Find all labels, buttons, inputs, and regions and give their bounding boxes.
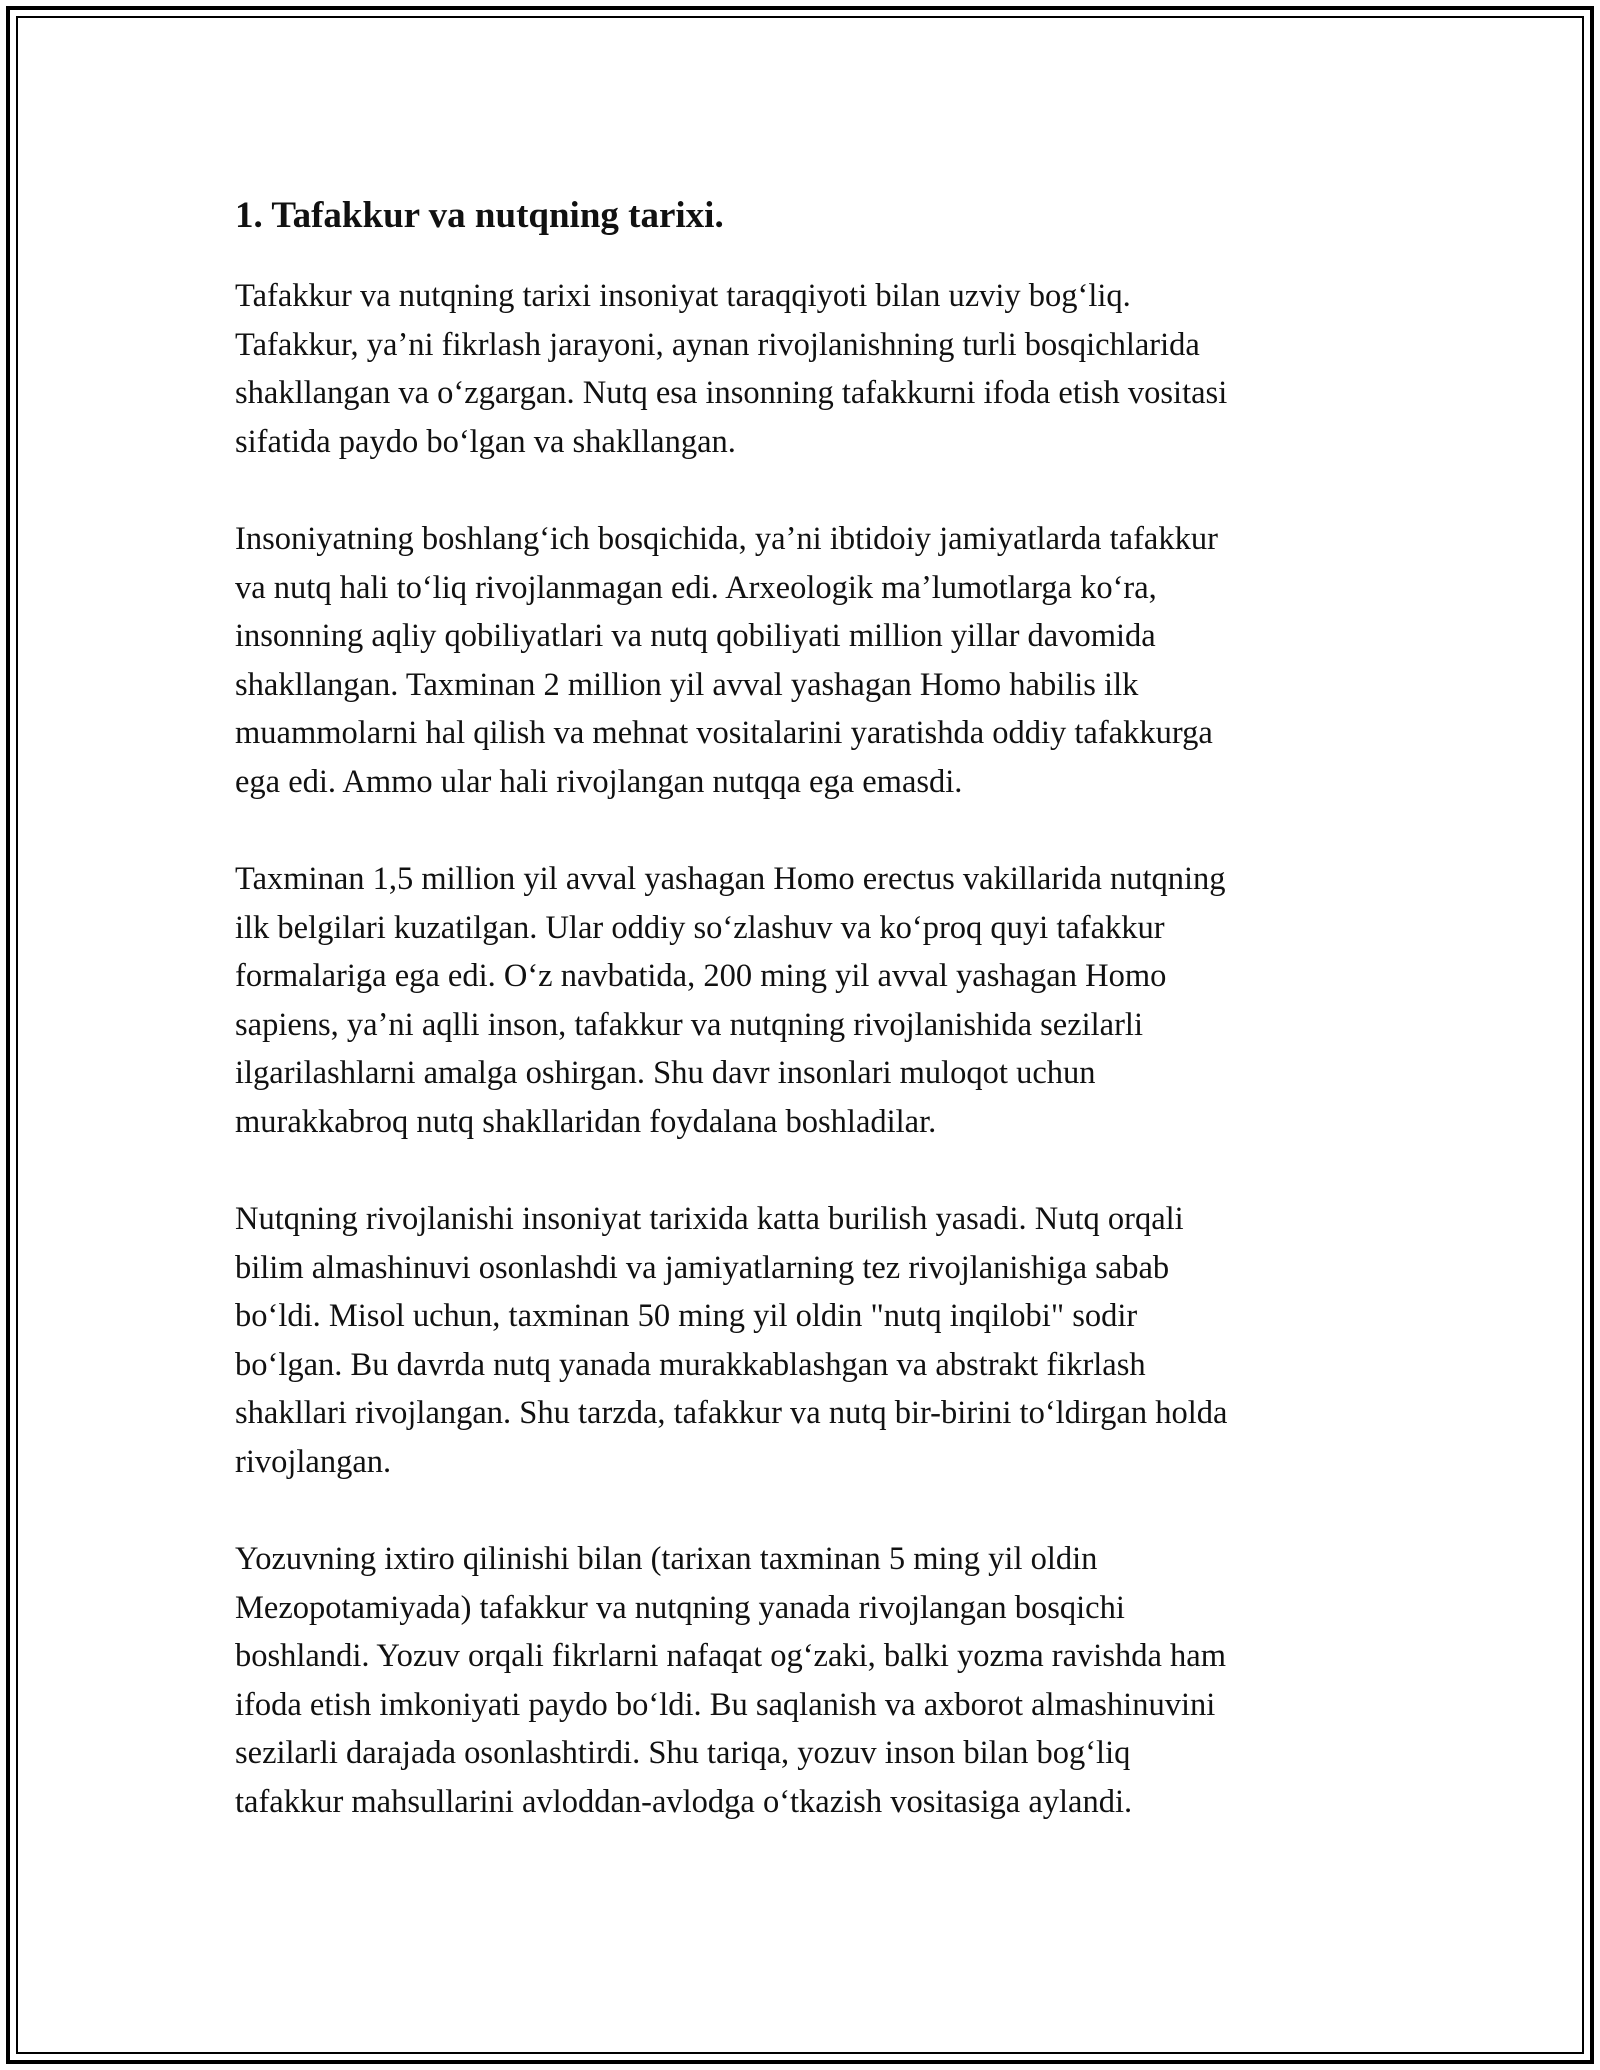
paragraph-line: ifoda etish imkoniyati paydo boʻldi. Bu saqlanish va axborot almashinuvini: [235, 1686, 1216, 1723]
paragraph-line: boshlandi. Yozuv orqali fikrlarni nafaqat ogʻzaki, balki yozma ravishda ham: [235, 1638, 1226, 1674]
paragraph-line: boʻlgan. Bu davrda nutq yanada murakkablashgan va abstrakt fikrlash: [235, 1346, 1146, 1383]
document-body: [235, 188, 1380, 1875]
paragraph-line: Insoniyatning boshlangʻich bosqichida, yaʼni ibtidoiy jamiyatlarda tafakkur: [235, 521, 1218, 557]
paragraph: [235, 1535, 1380, 1826]
paragraph: [235, 855, 1380, 1146]
paragraph-line: va nutq hali toʻliq rivojlanmagan edi. Arxeologik maʼlumotlarga koʻra,: [235, 569, 1157, 606]
paragraph-line: bilim almashinuvi osonlashdi va jamiyatlarning tez rivojlanishiga sabab: [235, 1249, 1170, 1286]
paragraph-line: ilgarilashlarni amalga oshirgan. Shu davr insonlari muloqot uchun: [235, 1055, 1096, 1091]
paragraph-line: rivojlangan.: [235, 1443, 392, 1480]
paragraph-line: shakllangan va oʻzgargan. Nutq esa insonning tafakkurni ifoda etish vositasi: [235, 375, 1228, 411]
paragraph-line: sifatida paydo boʻlgan va shakllangan.: [235, 423, 736, 460]
paragraph-line: Mezopotamiyada) tafakkur va nutqning yanada rivojlangan bosqichi: [235, 1589, 1125, 1626]
paragraph-line: shakllari rivojlangan. Shu tarzda, tafakkur va nutq bir-birini toʻldirgan holda: [235, 1395, 1228, 1431]
paragraph-line: ega edi. Ammo ular hali rivojlangan nutqqa ega emasdi.: [235, 763, 963, 800]
paragraph-line: boʻldi. Misol uchun, taxminan 50 ming yil oldin "nutq inqilobi" sodir: [235, 1298, 1138, 1334]
paragraph-line: shakllangan. Taxminan 2 million yil avval yashagan Homo habilis ilk: [235, 666, 1139, 703]
paragraph-line: tafakkur mahsullarini avloddan-avlodga oʻtkazish vositasiga aylandi.: [235, 1783, 1133, 1820]
paragraph-line: Yozuvning ixtiro qilinishi bilan (tarixan taxminan 5 ming yil oldin: [235, 1541, 1098, 1577]
paragraph-line: sapiens, yaʼni aqlli inson, tafakkur va nutqning rivojlanishida sezilarli: [235, 1006, 1143, 1043]
paragraph-line: Nutqning rivojlanishi insoniyat tarixida katta burilish yasadi. Nutq orqali: [235, 1201, 1184, 1237]
paragraphs-container: [235, 272, 1380, 1826]
paragraph-line: Tafakkur, yaʼni fikrlash jarayoni, aynan rivojlanishning turli bosqichlarida: [235, 326, 1200, 363]
paragraph: [235, 1195, 1380, 1486]
paragraph-line: Tafakkur va nutqning tarixi insoniyat taraqqiyoti bilan uzviy bogʻliq.: [235, 278, 1131, 314]
paragraph-line: murakkabroq nutq shakllaridan foydalana boshladilar.: [235, 1103, 937, 1140]
paragraph-line: sezilarli darajada osonlashtirdi. Shu tariqa, yozuv inson bilan bogʻliq: [235, 1735, 1131, 1771]
paragraph-line: formalariga ega edi. Oʻz navbatida, 200 ming yil avval yashagan Homo: [235, 958, 1167, 994]
paragraph-line: Taxminan 1,5 million yil avval yashagan Homo erectus vakillarida nutqning: [235, 861, 1226, 897]
paragraph: [235, 515, 1380, 806]
paragraph-line: muammolarni hal qilish va mehnat vositalarini yaratishda oddiy tafakkurga: [235, 715, 1213, 751]
paragraph-line: insonning aqliy qobiliyatlari va nutq qobiliyati million yillar davomida: [235, 618, 1156, 654]
section-heading: 1. Tafakkur va nutqning tarixi.: [235, 195, 724, 236]
paragraph-line: ilk belgilari kuzatilgan. Ular oddiy soʻzlashuv va koʻproq quyi tafakkur: [235, 909, 1165, 946]
paragraph: [235, 272, 1380, 466]
